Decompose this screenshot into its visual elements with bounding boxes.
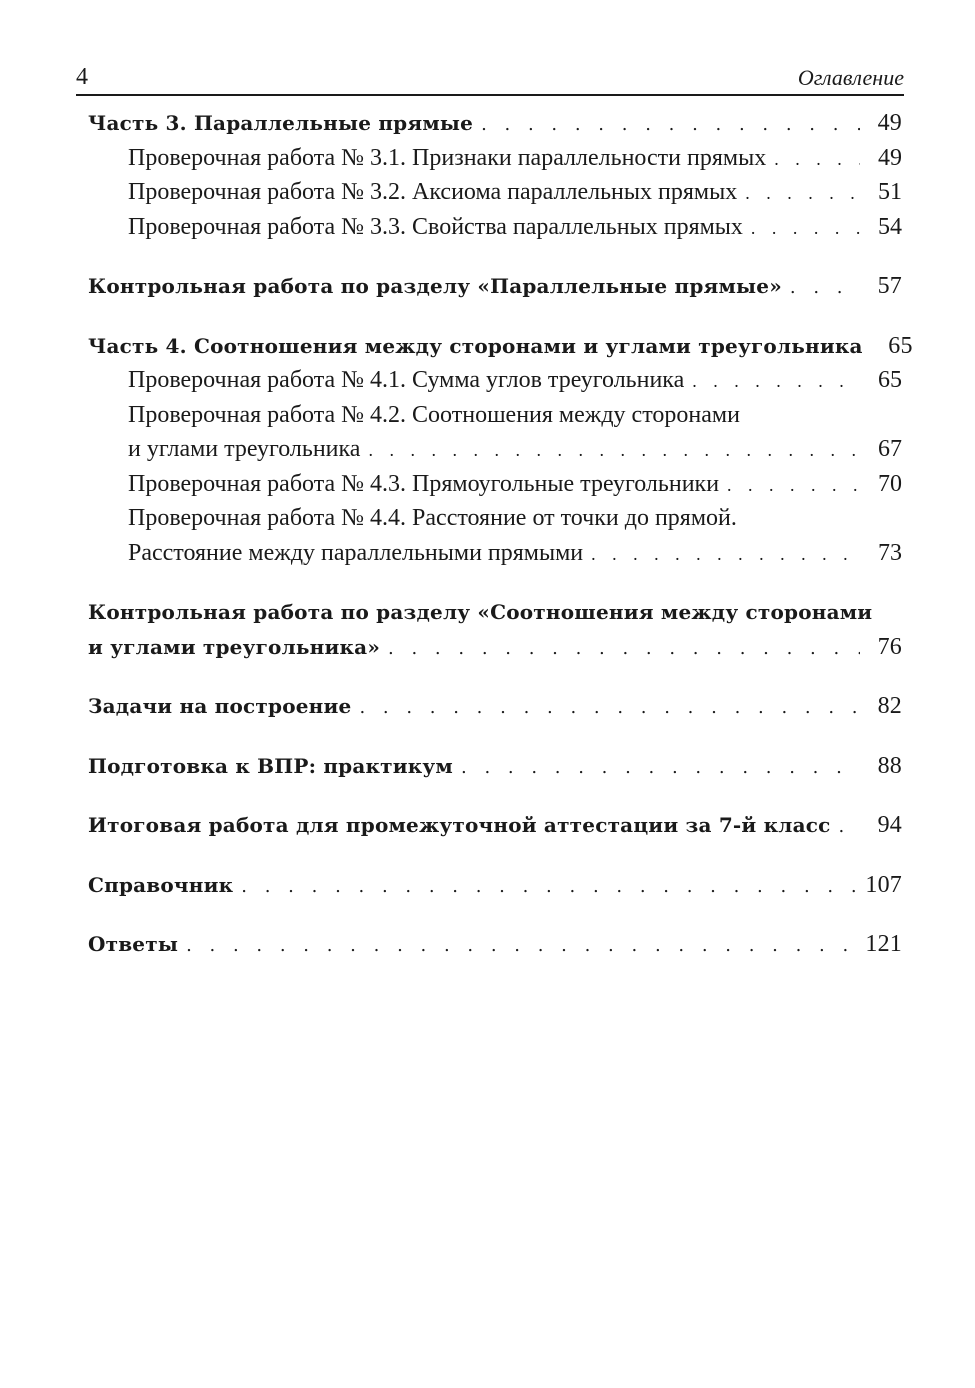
running-title: Оглавление [797, 65, 904, 90]
toc-entry-page: 49 [878, 144, 902, 171]
leader-dots [774, 142, 860, 177]
toc-entry-title: Проверочная работа № 4.3. Прямоугольные треугольники [128, 470, 720, 497]
leader-dots [751, 211, 860, 246]
leader-dots [692, 364, 860, 399]
toc-entry-page: 107 [865, 871, 902, 898]
toc-entry-pr32[interactable] [128, 175, 902, 210]
toc-entry-title: Проверочная работа № 3.3. Свойства параллельных прямых [128, 213, 743, 240]
toc-entry-pr41[interactable] [128, 363, 902, 398]
toc-entry-page: 70 [878, 470, 902, 497]
toc-entry-title: Подготовка к ВПР: практикум [88, 753, 453, 778]
toc-entry-title: Ответы [88, 932, 179, 956]
toc-entry-pr42[interactable] [128, 432, 902, 467]
leader-dots [461, 751, 860, 786]
leader-dots [241, 870, 857, 905]
toc-entry-pr44-line1[interactable]: Проверочная работа № 4.4. Расстояние от точки до прямой. [128, 505, 737, 531]
toc-entry-pr44[interactable] [128, 536, 902, 571]
toc-entry-page: 51 [878, 179, 902, 205]
toc-entry-title: Часть 3. Параллельные прямые [88, 111, 474, 135]
toc-entry-page: 65 [888, 332, 913, 359]
toc-entry-page: 65 [878, 367, 902, 393]
toc-entry-reference[interactable] [88, 868, 902, 903]
toc-entry-title: и углами треугольника» [88, 634, 381, 659]
toc-entry-pr43[interactable] [128, 467, 902, 502]
toc-entry-kr-ratio[interactable] [88, 630, 902, 665]
toc-entry-vpr[interactable] [88, 749, 902, 784]
toc-entry-title: Контрольная работа по разделу «Параллельные прямые» [88, 274, 782, 298]
toc-entry-kr-parallel[interactable] [88, 269, 902, 304]
toc-entry-title: и углами треугольника [128, 436, 361, 462]
toc-entry-pr33[interactable] [128, 210, 902, 245]
toc-entry-title: Часть 4. Соотношения между сторонами и углами треугольника [88, 333, 863, 358]
toc-entry-page: 57 [877, 273, 902, 299]
leader-dots [368, 433, 860, 468]
leader-dots [359, 691, 860, 726]
toc-entry-title: Итоговая работа для промежуточной аттестации за 7-й класс [88, 813, 831, 837]
leader-dots [388, 632, 860, 667]
toc-entry-title: Проверочная работа № 3.2. Аксиома параллельных прямых [128, 179, 738, 205]
table-of-contents [88, 106, 913, 962]
toc-entry-page: 82 [877, 693, 902, 719]
leader-dots [591, 537, 860, 572]
toc-entry-page: 76 [877, 633, 902, 660]
toc-entry-title: Проверочная работа № 3.1. Признаки параллельности прямых [128, 144, 767, 171]
toc-entry-answers[interactable] [88, 927, 902, 962]
toc-entry-page: 88 [877, 752, 902, 779]
toc-entry-page: 49 [877, 110, 902, 136]
toc-entry-page: 54 [878, 213, 902, 240]
toc-entry-final[interactable] [88, 808, 902, 843]
leader-dots [481, 108, 860, 143]
leader-dots [727, 468, 860, 503]
toc-entry-kr-ratio-line1[interactable]: Контрольная работа по разделу «Соотношения между сторонами [88, 600, 873, 624]
leader-dots [790, 271, 860, 306]
toc-entry-page: 94 [877, 812, 902, 838]
toc-entry-page: 73 [878, 539, 902, 566]
toc-entry-title: Расстояние между параллельными прямыми [128, 539, 584, 566]
toc-entry-page: 67 [878, 436, 902, 462]
toc-entry-page: 121 [865, 931, 902, 957]
leader-dots [839, 810, 861, 845]
toc-entry-pr31[interactable] [128, 141, 902, 176]
page-number: 4 [76, 64, 88, 90]
toc-entry-title: Справочник [88, 872, 234, 897]
toc-entry-title: Проверочная работа № 4.1. Сумма углов треугольника [128, 367, 685, 393]
leader-dots [745, 176, 860, 211]
toc-entry-construction[interactable] [88, 689, 902, 724]
toc-entry-part4[interactable] [88, 329, 913, 364]
leader-dots [186, 929, 857, 964]
toc-entry-title: Задачи на построение [88, 694, 352, 718]
toc-entry-part3[interactable] [88, 106, 902, 141]
page-header [76, 62, 904, 96]
toc-entry-pr42-line1[interactable]: Проверочная работа № 4.2. Соотношения между сторонами [128, 401, 740, 428]
